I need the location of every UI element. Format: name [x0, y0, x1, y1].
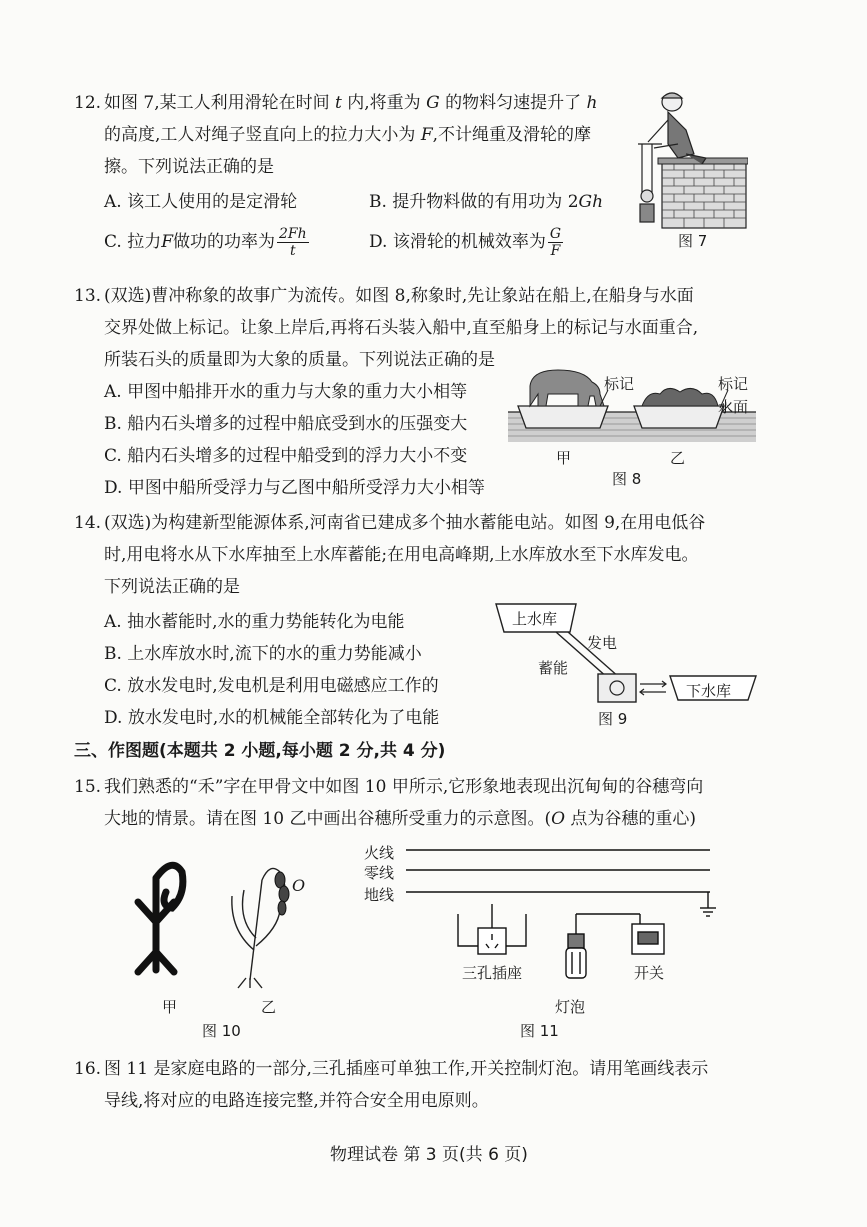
- q12-line2: 的高度,工人对绳子竖直向上的拉力大小为 F,不计绳重及滑轮的摩: [104, 125, 592, 145]
- boat-left: [518, 406, 608, 428]
- figure-8-yi: 乙: [670, 449, 686, 467]
- grain-ear: [275, 872, 289, 915]
- figure-9-generate-label: 发电: [587, 634, 618, 652]
- figure-11-household-circuit: [350, 838, 730, 998]
- figure-9-store-label: 蓄能: [538, 659, 569, 677]
- figure-11-switch-label: 开关: [634, 964, 665, 982]
- figure-11-caption: 图 11: [520, 1022, 559, 1040]
- q14-option-d: D. 放水发电时,水的机械能全部转化为了电能: [104, 708, 440, 728]
- figure-10-jia: 甲: [162, 998, 178, 1016]
- figure-8-caption: 图 8: [612, 470, 642, 488]
- figure-10-point-o: O: [292, 876, 306, 895]
- figure-9-upper-label: 上水库: [512, 610, 558, 628]
- q13-option-a: A. 甲图中船排开水的重力与大象的重力大小相等: [104, 382, 468, 402]
- q16-line2: 导线,将对应的电路连接完整,并符合安全用电原则。: [104, 1091, 489, 1111]
- figure-8-water-label: 水面: [718, 398, 749, 416]
- light-bulb: [566, 914, 640, 978]
- figure-10-caption: 图 10: [202, 1022, 241, 1040]
- q16-number: 16.: [74, 1059, 102, 1079]
- figure-11-live-label: 火线: [364, 844, 395, 862]
- generator-box: [598, 674, 636, 702]
- q14-line1: (双选)为构建新型能源体系,河南省已建成多个抽水蓄能电站。如图 9,在用电低谷: [104, 513, 706, 533]
- oracle-bone-character: [138, 865, 183, 972]
- q14-option-b: B. 上水库放水时,流下的水的重力势能减小: [104, 644, 422, 664]
- figure-8-mark-right: 标记: [718, 375, 749, 393]
- q15-line2: 大地的情景。请在图 10 乙中画出谷穗所受重力的示意图。(O 点为谷穗的重心): [104, 809, 697, 829]
- figure-10-grain-character: [120, 850, 320, 990]
- figure-9-caption: 图 9: [598, 710, 628, 728]
- power-fraction: $\frac{2Fh}{t}$: [279, 226, 307, 259]
- figure-11-socket-label: 三孔插座: [462, 964, 523, 982]
- q13-line1: (双选)曹冲称象的故事广为流传。如图 8,称象时,先让象站在船上,在船身与水面: [104, 286, 694, 306]
- efficiency-fraction: $\frac{G}{F}$: [549, 226, 562, 259]
- q13-line2: 交界处做上标记。让象上岸后,再将石头装入船中,直至船身上的标记与水面重合,: [104, 318, 699, 338]
- q12-option-a: A. 该工人使用的是定滑轮: [104, 192, 298, 212]
- q14-number: 14.: [74, 513, 102, 533]
- circuit-lines: [406, 850, 716, 916]
- section-3-title: 三、作图题(本题共 2 小题,每小题 2 分,共 4 分): [74, 741, 446, 761]
- q15-line1: 我们熟悉的“禾”字在甲骨文中如图 10 甲所示,它形象地表现出沉甸甸的谷穗弯向: [104, 777, 704, 797]
- two-way-arrow: [640, 681, 666, 695]
- q13-option-b: B. 船内石头增多的过程中船底受到水的压强变大: [104, 414, 468, 434]
- figure-9-lower-label: 下水库: [686, 682, 732, 700]
- q15-number: 15.: [74, 777, 102, 797]
- page-footer: 物理试卷 第 3 页(共 6 页): [330, 1145, 528, 1165]
- figure-11-bulb-label: 灯泡: [555, 998, 586, 1016]
- q14-line2: 时,用电将水从下水库抽至上水库蓄能;在用电高峰期,上水库放水至下水库发电。: [104, 545, 699, 565]
- figure-10-yi: 乙: [261, 998, 277, 1016]
- q12-line3: 擦。下列说法正确的是: [104, 157, 274, 177]
- brick-wall: [658, 158, 748, 228]
- q13-option-d: D. 甲图中船所受浮力与乙图中船所受浮力大小相等: [104, 478, 485, 498]
- q14-option-a: A. 抽水蓄能时,水的重力势能转化为电能: [104, 612, 405, 632]
- q12-option-d: D. 该滑轮的机械效率为 $\frac{G}{F}$: [369, 226, 562, 259]
- q12-option-b: B. 提升物料做的有用功为 2Gh: [369, 192, 604, 212]
- q12-number: 12.: [74, 93, 102, 113]
- figure-11-neutral-label: 零线: [364, 864, 395, 882]
- figure-11-ground-label: 地线: [364, 886, 395, 904]
- q16-line1: 图 11 是家庭电路的一部分,三孔插座可单独工作,开关控制灯泡。请用笔画线表示: [104, 1059, 709, 1079]
- q13-option-c: C. 船内石头增多的过程中船受到的浮力大小不变: [104, 446, 468, 466]
- elephant: [530, 370, 604, 406]
- figure-8-mark-left: 标记: [604, 375, 635, 393]
- q13-line3: 所装石头的质量即为大象的质量。下列说法正确的是: [104, 350, 495, 370]
- figure-8-jia: 甲: [556, 449, 572, 467]
- pulley: [638, 144, 662, 222]
- three-hole-socket: [458, 904, 526, 954]
- q14-option-c: C. 放水发电时,发电机是利用电磁感应工作的: [104, 676, 439, 696]
- q14-line3: 下列说法正确的是: [104, 577, 240, 597]
- boat-right: [634, 406, 724, 428]
- figure-7-worker-pulley: [628, 84, 748, 244]
- figure-7-caption: 图 7: [678, 232, 708, 250]
- q12-option-c: C. 拉力F做功的功率为 $\frac{2Fh}{t}$: [104, 226, 307, 259]
- q13-number: 13.: [74, 286, 102, 306]
- stones: [642, 388, 718, 406]
- q12-line1: 如图 7,某工人利用滑轮在时间 t 内,将重为 G 的物料匀速提升了 h: [104, 93, 598, 113]
- worker-figure: [648, 93, 706, 164]
- wall-switch: [632, 914, 664, 954]
